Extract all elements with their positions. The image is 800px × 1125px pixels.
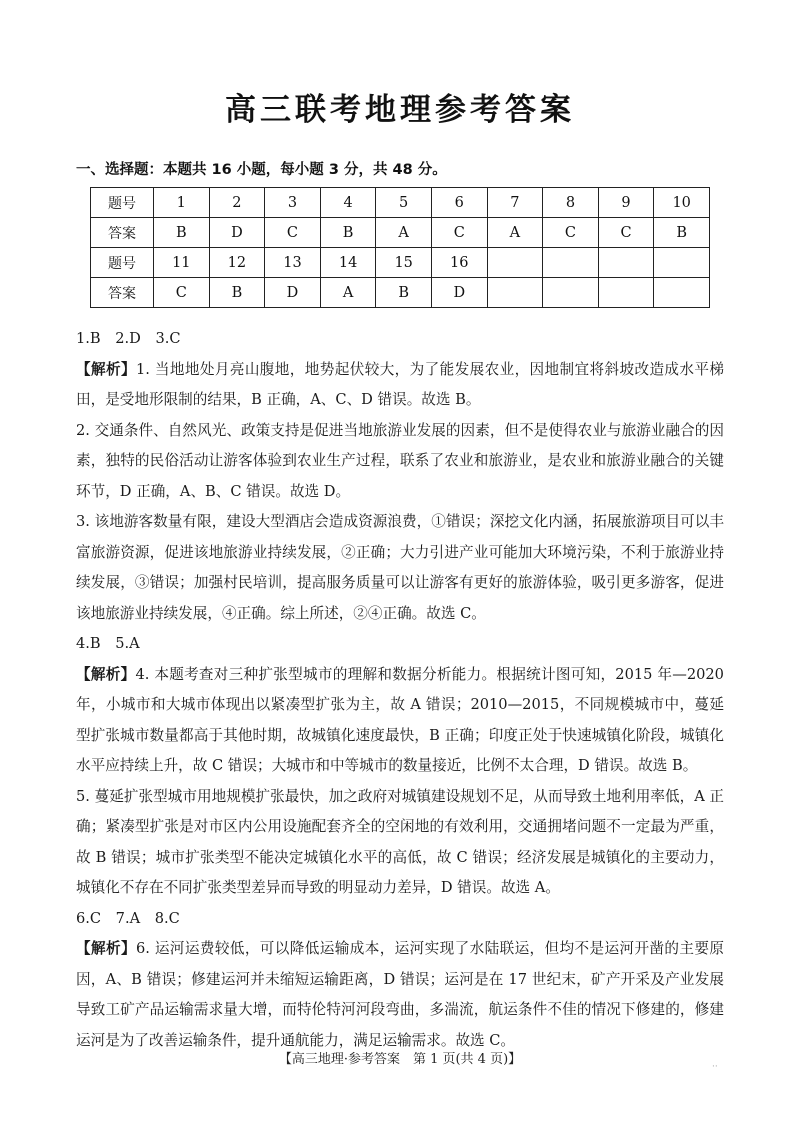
table-row — [91, 278, 710, 308]
table-cell: B — [376, 278, 432, 308]
table-cell: B — [209, 278, 265, 308]
table-cell: C — [543, 218, 599, 248]
table-cell: D — [265, 278, 321, 308]
paragraph — [76, 507, 724, 629]
table-cell: 2 — [209, 188, 265, 218]
table-cell — [487, 278, 543, 308]
table-row — [91, 218, 710, 248]
paragraph — [76, 782, 724, 904]
paragraph — [76, 660, 724, 782]
paragraph-text: 1. 当地地处月亮山腹地，地势起伏较大，为了能发展农业，因地制宜将斜坡改造成水平梯田，是受地形限制的结果，B 正确，A、C、D 错误。故选 B。 — [76, 360, 724, 408]
table-cell: C — [265, 218, 321, 248]
table-cell: 8 — [543, 188, 599, 218]
table-cell: B — [654, 218, 710, 248]
row-label: 答案 — [91, 278, 154, 308]
table-cell: D — [209, 218, 265, 248]
table-cell: 13 — [265, 248, 321, 278]
section-heading: 一、选择题：本题共 16 小题，每小题 3 分，共 48 分。 — [76, 162, 447, 178]
page-footer: 【高三地理·参考答案 第 1 页(共 4 页)】 — [278, 1052, 522, 1067]
paragraph-text: 5. 蔓延扩张型城市用地规模扩张最快，加之政府对城镇建设规划不足，从而导致土地利用率低，A 正确；紧凑型扩张是对市区内公用设施配套齐全的空闲地的有效利用，交通拥堵问题不一定最为严重，故 B 错误；城市扩张类型不能决定城镇化水平的高低，故 C 错误；经济发展是城镇化的主要动力，城镇化不存在不同扩张类型差异而导致的明显动力差异，D 错误。故选 A。 — [76, 787, 724, 896]
row-label: 题号 — [91, 188, 154, 218]
answer-table — [90, 187, 710, 308]
table-cell — [487, 248, 543, 278]
table-cell: A — [320, 278, 376, 308]
table-row — [91, 188, 710, 218]
table-cell: 3 — [265, 188, 321, 218]
row-label: 答案 — [91, 218, 154, 248]
table-cell: 1 — [154, 188, 210, 218]
table-cell — [543, 248, 599, 278]
table-cell — [598, 248, 654, 278]
table-cell: C — [154, 278, 210, 308]
row-label: 题号 — [91, 248, 154, 278]
paragraph-text: 6.C 7.A 8.C — [76, 909, 180, 927]
table-cell: D — [431, 278, 487, 308]
paragraph — [76, 629, 724, 660]
paragraph — [76, 355, 724, 416]
table-cell — [543, 278, 599, 308]
table-cell: 15 — [376, 248, 432, 278]
table-cell: A — [376, 218, 432, 248]
table-cell: 6 — [431, 188, 487, 218]
table-cell: 4 — [320, 188, 376, 218]
table-cell: 11 — [154, 248, 210, 278]
analysis-tag: 【解析】 — [76, 360, 136, 378]
table-cell — [654, 278, 710, 308]
table-cell: 16 — [431, 248, 487, 278]
table-cell — [598, 278, 654, 308]
table-cell: B — [154, 218, 210, 248]
table-cell — [654, 248, 710, 278]
paragraph-text: 4.B 5.A — [76, 635, 140, 652]
table-cell: C — [598, 218, 654, 248]
table-cell: B — [320, 218, 376, 248]
paragraph-text: 6. 运河运费较低，可以降低运输成本，运河实现了水陆联运，但均不是运河开凿的主要原因，A、B 错误；修建运河并未缩短运输距离，D 错误；运河是在 17 世纪末，矿产开采及产业发展导致工矿产品运输需求量大增，而特伦特河河段弯曲，多湍流，航运条件不佳的情况下修建的，修建运河是为了改善运输条件，提升通航能力，满足运输需求。故选 C。 — [76, 940, 724, 1049]
table-cell: 9 — [598, 188, 654, 218]
table-cell: 5 — [376, 188, 432, 218]
paragraph-text: 3. 该地游客数量有限，建设大型酒店会造成资源浪费，①错误；深挖文化内涵，拓展旅游项目可以丰富旅游资源，促进该地旅游业持续发展，②正确；大力引进产业可能加大环境污染，不利于旅游业持续发展，③错误；加强村民培训，提高服务质量可以让游客有更好的旅游体验，吸引更多游客，促进该地旅游业持续发展，④正确。综上所述，②④正确。故选 C。 — [76, 513, 724, 622]
scan-mark: ·· — [712, 1062, 718, 1072]
paragraph — [76, 324, 724, 355]
paragraph-text: 4. 本题考查对三种扩张型城市的理解和数据分析能力。根据统计图可知，2015 年—2020 年，小城市和大城市体现出以紧凑型扩张为主，故 A 错误；2010—2015，不同规模城市中，蔓延型扩张城市数量都高于其他时期，故城镇化速度最快，B 正确；印度正处于快速城镇化阶段，城镇化水平应持续上升，故 C 错误；大城市和中等城市的数量接近，比例不太合理，D 错误。故选 B。 — [76, 665, 724, 774]
paragraph-text: 2. 交通条件、自然风光、政策支持是促进当地旅游业发展的因素，但不是使得农业与旅游业融合的因素，独特的民俗活动让游客体验到农业生产过程，联系了农业和旅游业，是农业和旅游业融合的关键环节，D 正确，A、B、C 错误。故选 D。 — [76, 421, 724, 500]
analysis-tag: 【解析】 — [76, 665, 136, 683]
paragraph — [76, 934, 724, 1056]
page-title: 高三联考地理参考答案 — [225, 92, 575, 128]
table-cell: A — [487, 218, 543, 248]
paragraph — [76, 904, 724, 935]
table-cell: C — [431, 218, 487, 248]
paragraph — [76, 416, 724, 508]
analysis-tag: 【解析】 — [76, 940, 136, 957]
table-cell: 14 — [320, 248, 376, 278]
table-row — [91, 248, 710, 278]
paragraph-text: 1.B 2.D 3.C — [76, 330, 181, 347]
table-cell: 10 — [654, 188, 710, 218]
table-cell: 7 — [487, 188, 543, 218]
explanation-body — [76, 324, 724, 1056]
table-cell: 12 — [209, 248, 265, 278]
